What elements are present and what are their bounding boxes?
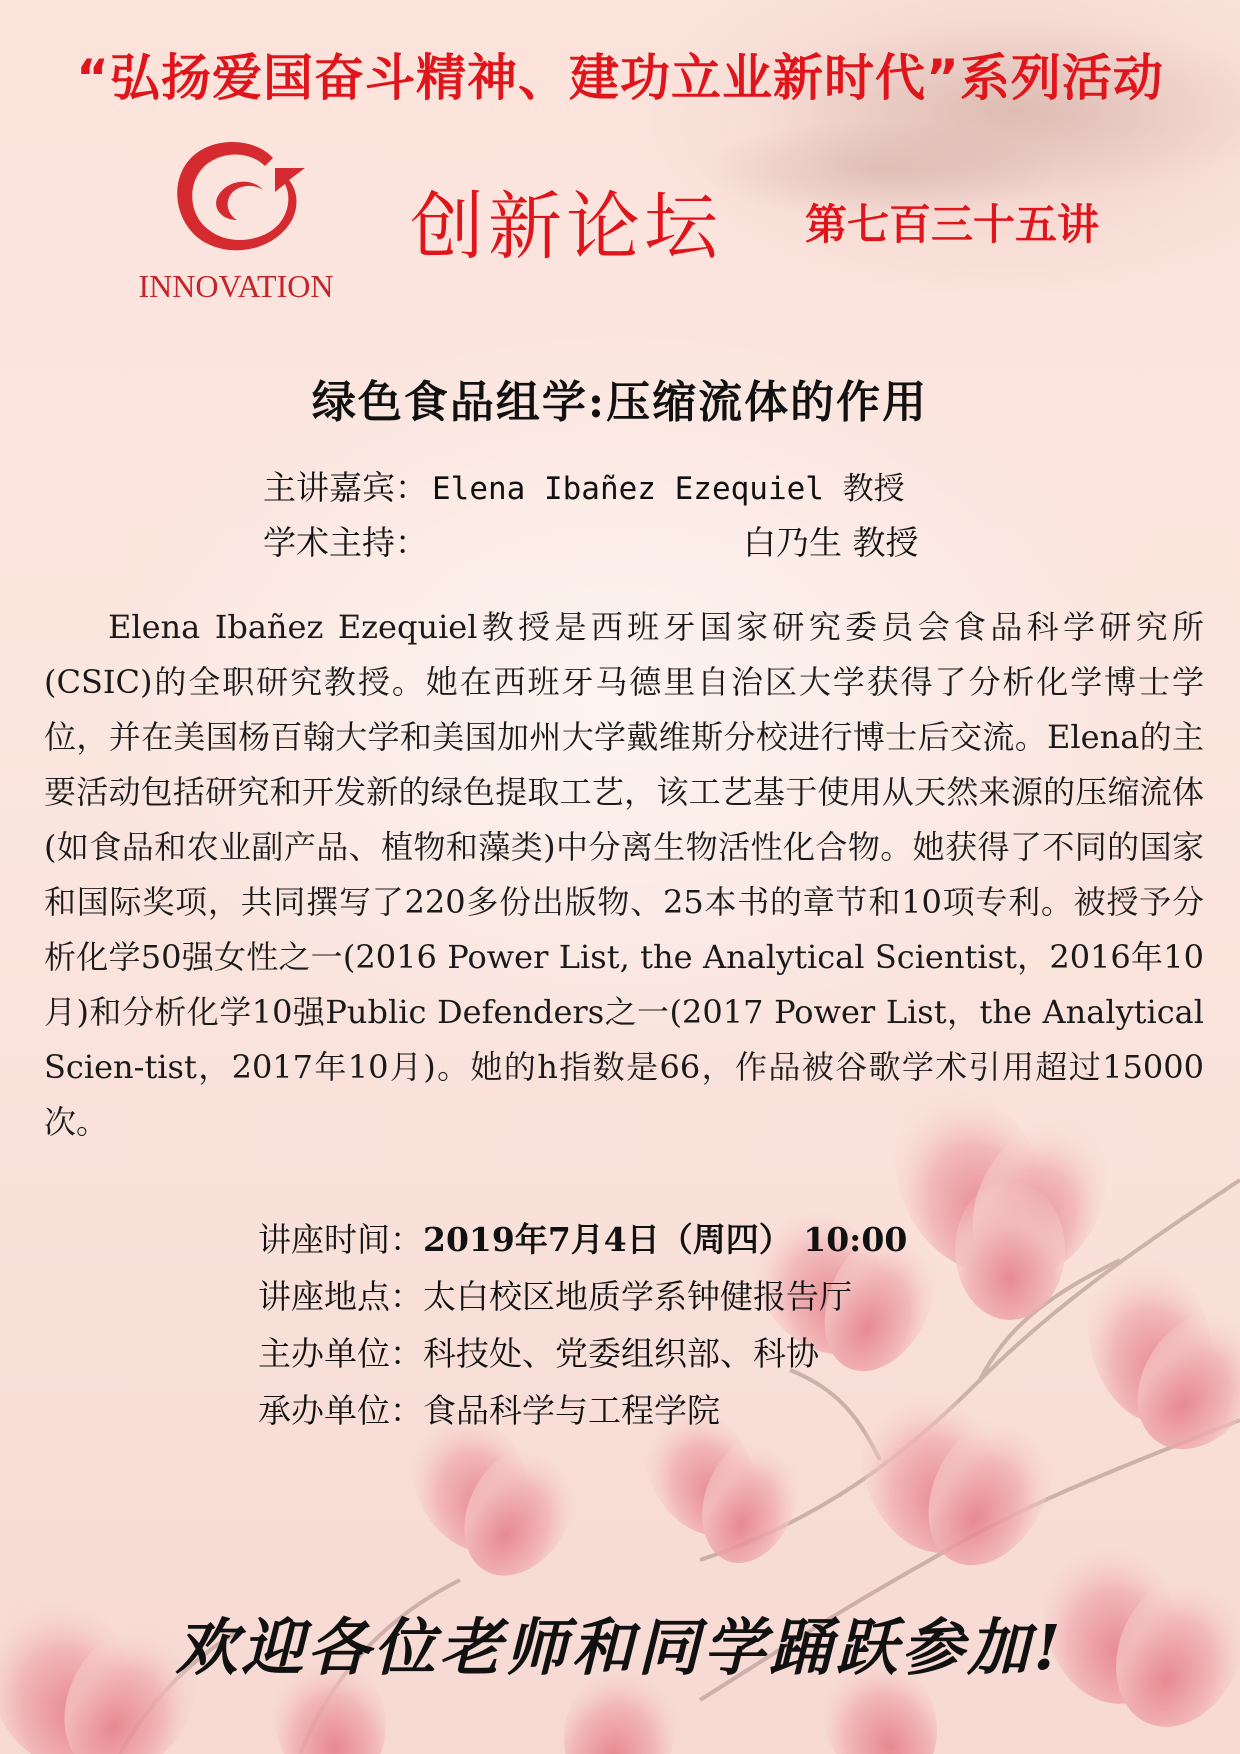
time-label: 讲座时间： <box>258 1220 423 1259</box>
organizer-value: 科技处、党委组织部、科协 <box>423 1334 819 1373</box>
host-unit-row <box>258 1385 907 1442</box>
speaker-row <box>263 462 905 517</box>
innovation-swirl-icon <box>155 128 315 268</box>
series-title: “弘扬爱国奋斗精神、建功立业新时代”系列活动 <box>76 49 1164 107</box>
host-name: 白乃生 教授 <box>743 523 919 562</box>
venue-label: 讲座地点： <box>258 1277 423 1316</box>
host-unit-label: 承办单位： <box>258 1391 423 1430</box>
speaker-label: 主讲嘉宾： <box>263 468 428 507</box>
speaker-bio: Elena Ibañez Ezequiel教授是西班牙国家研究委员会食品科学研究所(CSIC)的全职研究教授。她在西班牙马德里自治区大学获得了分析化学博士学位，并在美国杨百翰大学和美国加州大学戴维斯分校进行博士后交流。Elena的主要活动包括研究和开发新的绿色提取工艺，该工艺基于使用从天然来源的压缩流体(如食品和农业副产品、植物和藻类)中分离生物活性化合物。她获得了不同的国家和国际奖项，共同撰写了220多份出版物、25本书的章节和10项专利。被授予分析化学50强女性之一(2016 Power List, the Analytical Scientist，2016年10月)和分析化学10强Public Defenders之一(2017 Power List，the Analytical Scien-tist，2017年10月)。她的h指数是66，作品被谷歌学术引用超过15000次。 <box>44 608 1204 1141</box>
welcome-message: 欢迎各位老师和同学踊跃参加! <box>175 1611 1065 1684</box>
venue-row <box>258 1271 907 1328</box>
organizer-label: 主办单位： <box>258 1334 423 1373</box>
host-unit-value: 食品科学与工程学院 <box>423 1391 720 1430</box>
venue-value: 太白校区地质学系钟健报告厅 <box>423 1277 852 1316</box>
speaker-name: Elena Ibañez Ezequiel 教授 <box>432 471 905 507</box>
time-value: 2019年7月4日（周四） 10:00 <box>423 1220 908 1259</box>
event-details <box>258 1214 907 1442</box>
organizer-row <box>258 1328 907 1385</box>
people-block <box>263 462 919 572</box>
host-label: 学术主持： <box>263 523 428 562</box>
host-row <box>263 517 919 572</box>
innovation-logo <box>125 128 347 308</box>
forum-name: 创新论坛 <box>410 184 722 270</box>
logo-text: INNOVATION <box>138 268 334 304</box>
lecture-title: 绿色食品组学:压缩流体的作用 <box>311 377 929 428</box>
lecture-number: 第七百三十五讲 <box>805 200 1100 249</box>
time-row <box>258 1214 907 1271</box>
